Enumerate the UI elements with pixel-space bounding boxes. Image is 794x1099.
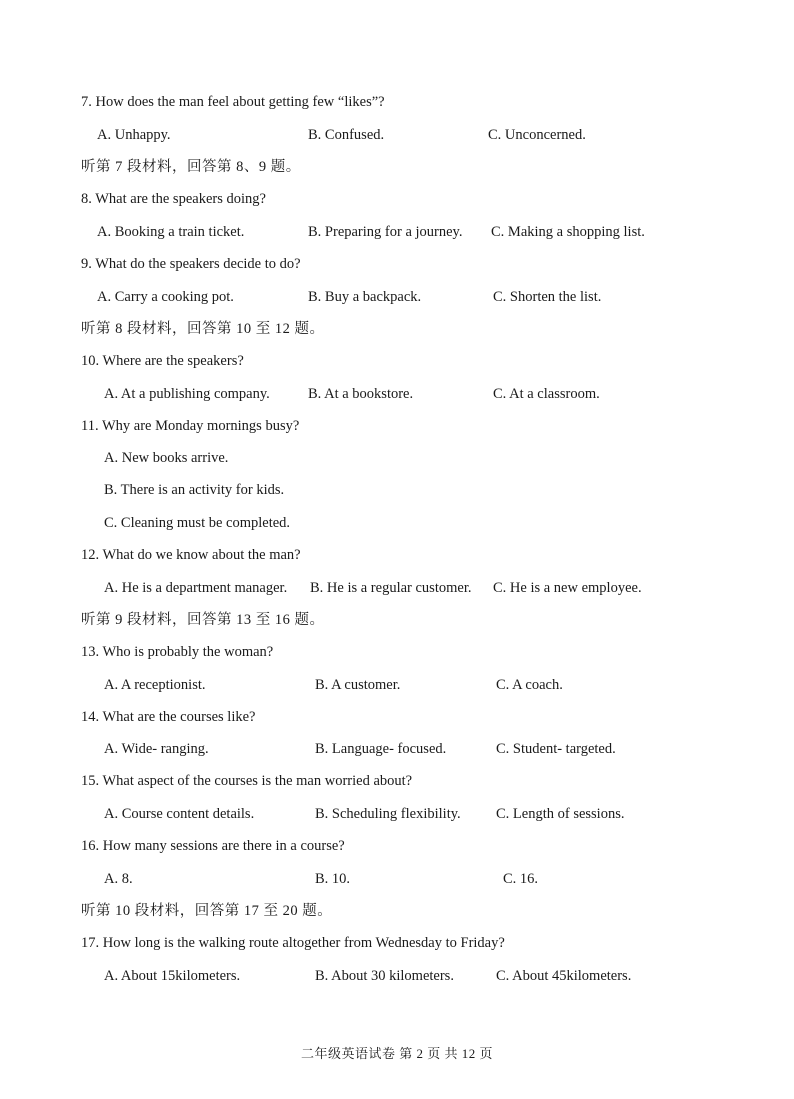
q9-option-c: C. Shorten the list. [493, 289, 602, 305]
section-8-instruction: 听第 8 段材料，回答第 10 至 12 题。 [81, 321, 325, 337]
question-13: 13. Who is probably the woman? [81, 644, 274, 660]
q9-option-b: B. Buy a backpack. [308, 289, 422, 305]
q15-option-c: C. Length of sessions. [496, 806, 625, 822]
q11-option-c: C. Cleaning must be completed. [104, 515, 291, 531]
q9-option-a: A. Carry a cooking pot. [97, 289, 234, 305]
q8-option-a: A. Booking a train ticket. [97, 224, 245, 240]
question-7: 7. How does the man feel about getting few “likes”? [81, 94, 385, 110]
q13-option-c: C. A coach. [496, 677, 563, 693]
section-10-instruction: 听第 10 段材料，回答第 17 至 20 题。 [81, 903, 333, 919]
q17-option-b: B. About 30 kilometers. [315, 968, 454, 984]
q8-option-c: C. Making a shopping list. [491, 224, 645, 240]
q17-option-a: A. About 15kilometers. [104, 968, 241, 984]
q17-option-c: C. About 45kilometers. [496, 968, 632, 984]
q10-option-a: A. At a publishing company. [104, 386, 270, 402]
q10-option-c: C. At a classroom. [493, 386, 600, 402]
question-17: 17. How long is the walking route altogether from Wednesday to Friday? [81, 935, 505, 951]
question-14: 14. What are the courses like? [81, 709, 256, 725]
question-16: 16. How many sessions are there in a course? [81, 838, 345, 854]
question-15: 15. What aspect of the courses is the man worried about? [81, 773, 413, 789]
q11-option-b: B. There is an activity for kids. [104, 482, 285, 498]
section-9-instruction: 听第 9 段材料，回答第 13 至 16 题。 [81, 612, 325, 628]
q13-option-a: A. A receptionist. [104, 677, 206, 693]
q12-option-b: B. He is a regular customer. [310, 580, 472, 596]
question-10: 10. Where are the speakers? [81, 353, 244, 369]
q16-option-c: C. 16. [503, 871, 539, 887]
q7-option-c: C. Unconcerned. [488, 127, 586, 143]
question-12: 12. What do we know about the man? [81, 547, 301, 563]
question-8: 8. What are the speakers doing? [81, 191, 266, 207]
page-footer: 二年级英语试卷 第 2 页 共 12 页 [300, 1046, 493, 1061]
q12-option-a: A. He is a department manager. [104, 580, 288, 596]
q12-option-c: C. He is a new employee. [493, 580, 642, 596]
q8-option-b: B. Preparing for a journey. [308, 224, 463, 240]
section-7-instruction: 听第 7 段材料，回答第 8、9 题。 [81, 159, 301, 175]
q16-option-b: B. 10. [315, 871, 351, 887]
q15-option-a: A. Course content details. [104, 806, 255, 822]
q14-option-c: C. Student- targeted. [496, 741, 616, 757]
question-9: 9. What do the speakers decide to do? [81, 256, 301, 272]
q10-option-b: B. At a bookstore. [308, 386, 414, 402]
q7-option-b: B. Confused. [308, 127, 385, 143]
q14-option-b: B. Language- focused. [315, 741, 447, 757]
q16-option-a: A. 8. [104, 871, 133, 887]
q13-option-b: B. A customer. [315, 677, 401, 693]
q14-option-a: A. Wide- ranging. [104, 741, 209, 757]
q15-option-b: B. Scheduling flexibility. [315, 806, 461, 822]
q7-option-a: A. Unhappy. [97, 127, 171, 143]
question-11: 11. Why are Monday mornings busy? [81, 418, 300, 434]
q11-option-a: A. New books arrive. [104, 450, 229, 466]
